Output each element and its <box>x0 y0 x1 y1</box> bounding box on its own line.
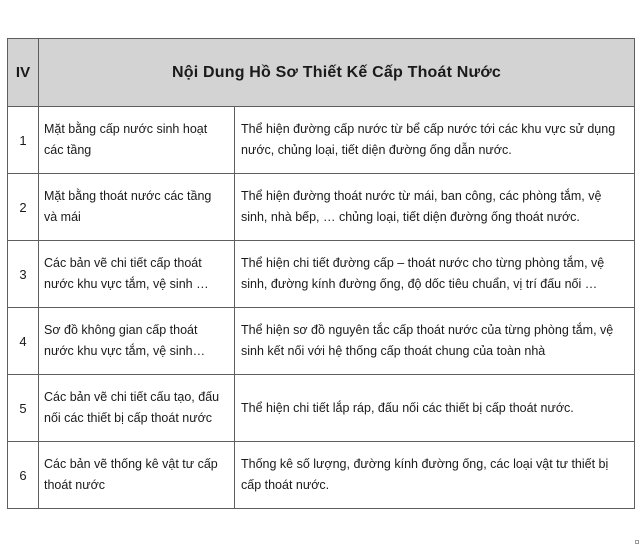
table-title: Nội Dung Hồ Sơ Thiết Kế Cấp Thoát Nước <box>39 39 635 107</box>
section-number: IV <box>8 39 39 107</box>
table-row <box>8 241 635 308</box>
row-item: Mặt bằng thoát nước các tầng và mái <box>39 174 235 241</box>
row-item: Các bản vẽ chi tiết cấp thoát nước khu vực tắm, vệ sinh … <box>39 241 235 308</box>
table-row <box>8 442 635 509</box>
row-description: Thể hiện sơ đồ nguyên tắc cấp thoát nước của từng phòng tắm, vệ sinh kết nối với hệ thống cấp thoát chung của toàn nhà <box>235 308 635 375</box>
table-header-row <box>8 39 635 107</box>
table-row <box>8 107 635 174</box>
row-description: Thể hiện chi tiết lắp ráp, đấu nối các thiết bị cấp thoát nước. <box>235 375 635 442</box>
row-number: 1 <box>8 107 39 174</box>
row-item: Các bản vẽ chi tiết cấu tạo, đấu nối các thiết bị cấp thoát nước <box>39 375 235 442</box>
row-item: Các bản vẽ thống kê vật tư cấp thoát nước <box>39 442 235 509</box>
design-dossier-table <box>7 38 635 509</box>
row-number: 6 <box>8 442 39 509</box>
row-item: Mặt bằng cấp nước sinh hoạt các tầng <box>39 107 235 174</box>
row-number: 5 <box>8 375 39 442</box>
row-description: Thể hiện chi tiết đường cấp – thoát nước cho từng phòng tắm, vệ sinh, đường kính đường ống, độ dốc tiêu chuẩn, vị trí đấu nối … <box>235 241 635 308</box>
row-description: Thể hiện đường thoát nước từ mái, ban công, các phòng tắm, vệ sinh, nhà bếp, … chủng loại, tiết diện đường ống thoát nước. <box>235 174 635 241</box>
row-description: Thể hiện đường cấp nước từ bể cấp nước tới các khu vực sử dụng nước, chủng loại, tiết diện đường ống dẫn nước. <box>235 107 635 174</box>
table-row <box>8 174 635 241</box>
row-description: Thống kê số lượng, đường kính đường ống, các loại vật tư thiết bị cấp thoát nước. <box>235 442 635 509</box>
resize-handle-marker <box>635 540 639 544</box>
row-item: Sơ đồ không gian cấp thoát nước khu vực tắm, vệ sinh… <box>39 308 235 375</box>
row-number: 3 <box>8 241 39 308</box>
table-row <box>8 308 635 375</box>
row-number: 4 <box>8 308 39 375</box>
table-row <box>8 375 635 442</box>
row-number: 2 <box>8 174 39 241</box>
